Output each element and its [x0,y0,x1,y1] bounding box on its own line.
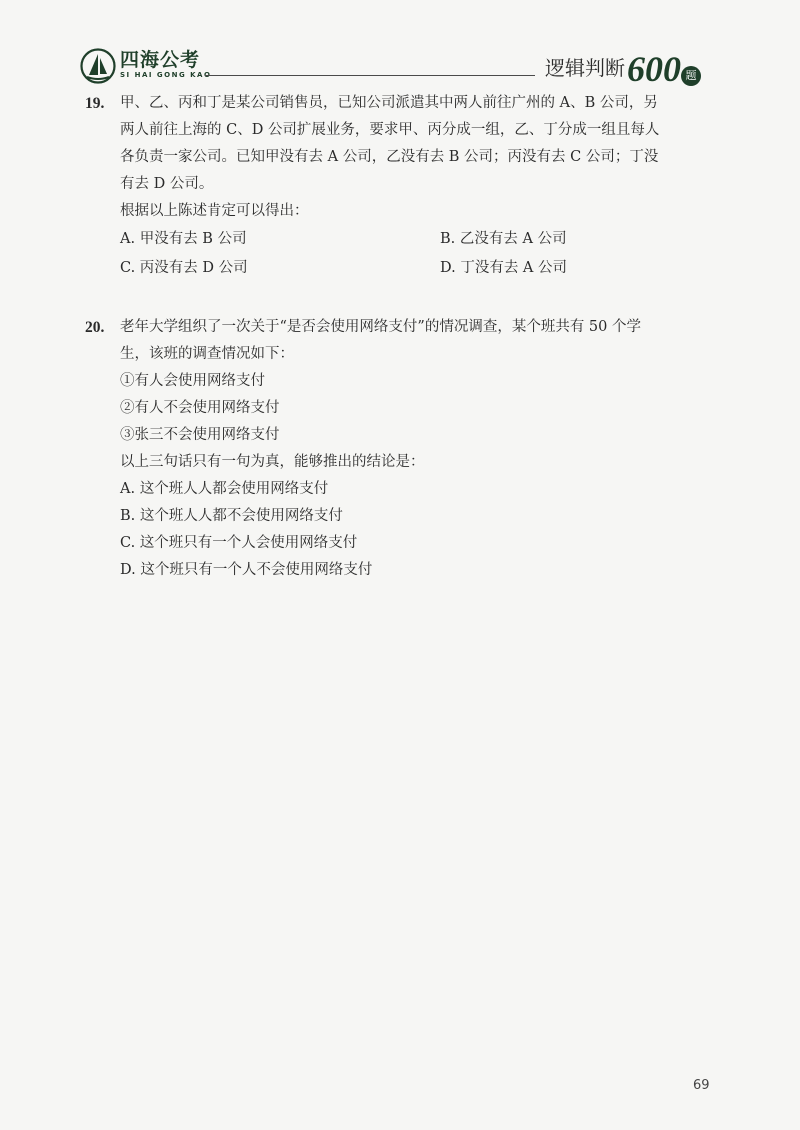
sailboat-circle-logo-icon [80,48,116,84]
option-d: D. 这个班只有一个人不会使用网络支付 [120,562,373,578]
statement-2: ②有人不会使用网络支付 [120,400,280,416]
question-stem-line: 老年大学组织了一次关于“是否会使用网络支付”的情况调查，某个班共有 50 个学 [120,319,641,335]
option-a: A. 甲没有去 B 公司 [120,231,247,247]
book-title [545,48,701,90]
brand-en: SI HAI GONG KAO [120,71,212,79]
book-title-text: 逻辑判断 [545,56,625,80]
option-c: C. 这个班只有一个人会使用网络支付 [120,535,358,551]
page-number: 69 [693,1078,710,1093]
question-stem-line: 两人前往上海的 C、D 公司扩展业务，要求甲、丙分成一组，乙、丁分成一组且每人 [120,122,660,138]
answer-options [120,225,725,283]
option-a: A. 这个班人人都会使用网络支付 [120,481,329,497]
question-number: 19. [85,95,105,112]
option-b: B. 这个班人人都不会使用网络支付 [120,508,343,524]
question-stem-line: 各负责一家公司。已知甲没有去 A 公司，乙没有去 B 公司；丙没有去 C 公司；丁没 [120,149,659,165]
book-title-number: 600 [627,49,681,89]
page-content [85,90,725,584]
brand-name [120,50,211,79]
question-number: 20. [85,319,105,336]
question-prompt: 根据以上陈述肯定可以得出： [120,203,309,219]
brand-cn: 四海公考 [120,49,201,71]
option-d: D. 丁没有去 A 公司 [440,260,568,276]
question-20 [85,314,725,584]
question-prompt: 以上三句话只有一句为真，能够推出的结论是： [120,454,425,470]
question-stem-line: 有去 D 公司。 [120,176,214,192]
book-title-suffix: 题 [681,66,701,86]
option-c: C. 丙没有去 D 公司 [120,260,248,276]
question-19 [85,90,725,283]
option-b: B. 乙没有去 A 公司 [440,231,567,247]
statement-3: ③张三不会使用网络支付 [120,427,280,443]
header-rule [205,75,535,76]
question-stem-line: 生，该班的调查情况如下： [120,346,294,362]
question-stem-line: 甲、乙、丙和丁是某公司销售员，已知公司派遣其中两人前往广州的 A、B 公司，另 [120,95,658,111]
page-header [0,0,800,95]
statement-1: ①有人会使用网络支付 [120,373,265,389]
